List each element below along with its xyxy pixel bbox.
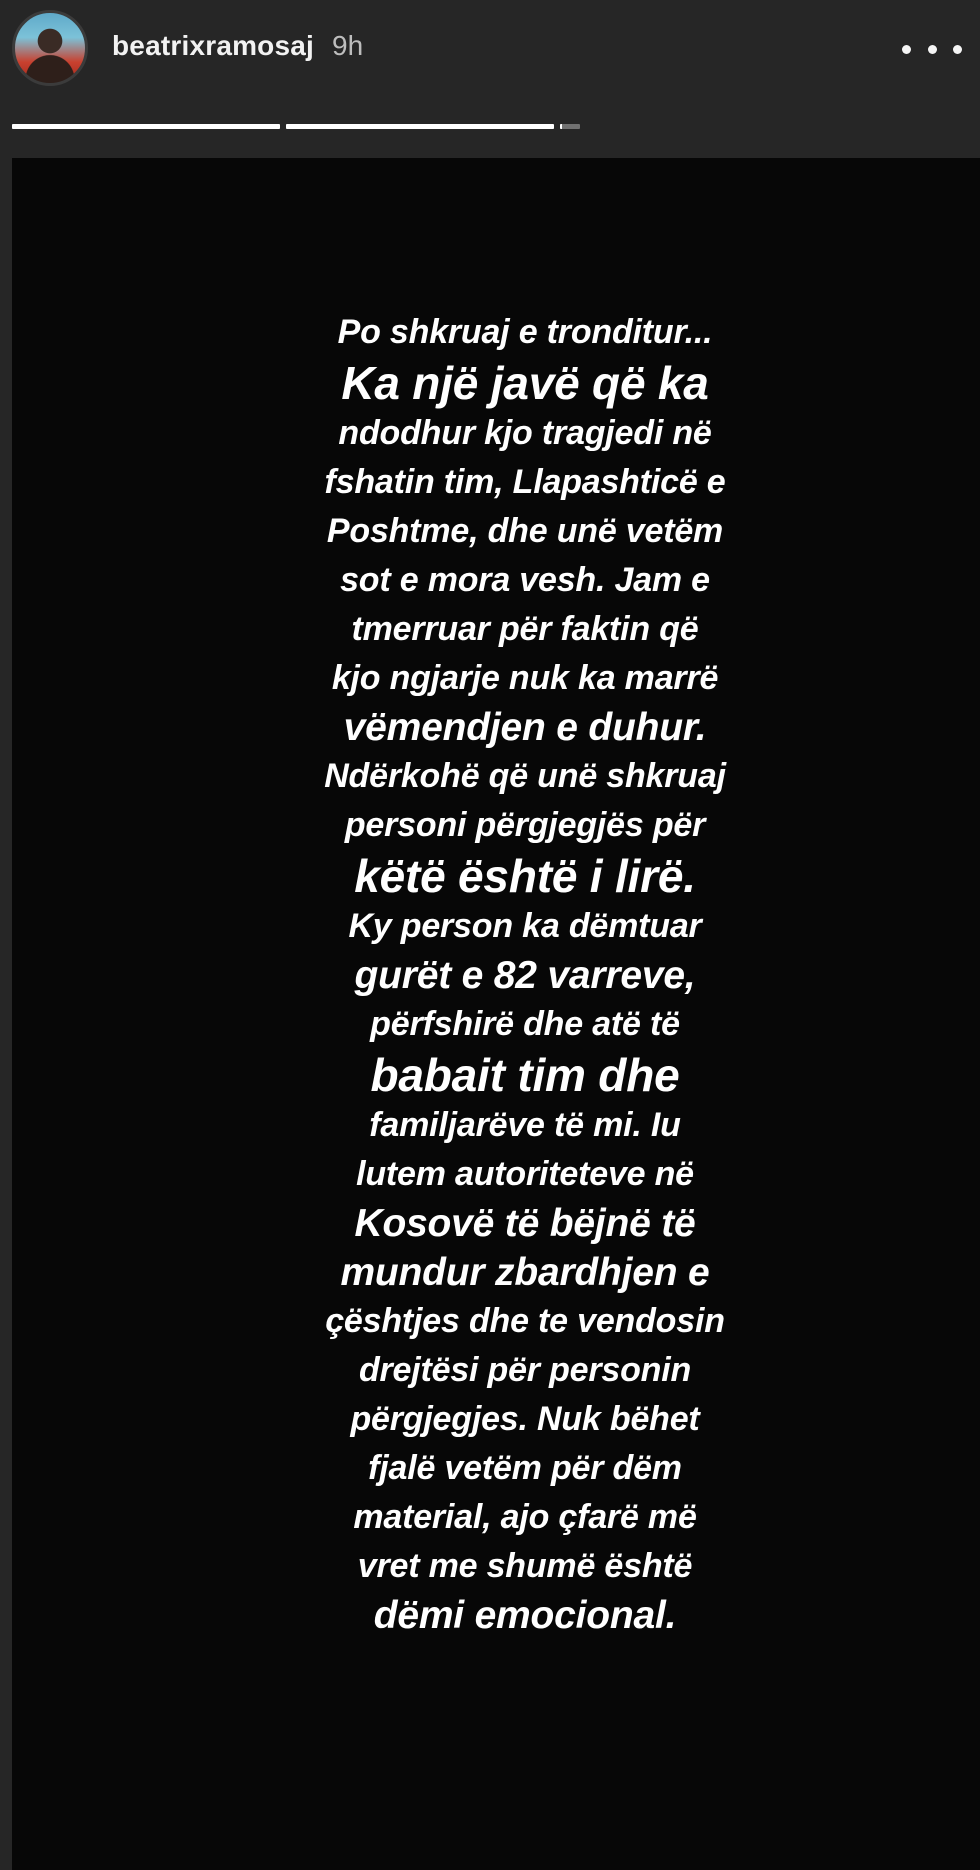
story-text-line: çështjes dhe te vendosin	[325, 1302, 725, 1340]
story-text	[290, 308, 760, 1640]
story-text-line: Po shkruaj e tronditur...	[337, 313, 713, 351]
more-horizontal-icon-dot	[928, 45, 937, 54]
story-text-line: vëmendjen e duhur.	[343, 706, 707, 749]
story-text-line: Poshtme, dhe unë vetëm	[326, 512, 724, 550]
progress-segment	[12, 124, 280, 129]
story-header	[0, 0, 980, 108]
progress-segment	[286, 124, 554, 129]
story-text-line: vret me shumë është	[357, 1547, 693, 1585]
story-text-line: material, ajo çfarë më	[353, 1498, 697, 1536]
progress-segment	[560, 124, 580, 129]
story-text-line: Ndërkohë që unë shkruaj	[324, 757, 726, 795]
story-text-line: përgjegjes. Nuk bëhet	[350, 1400, 700, 1438]
story-text-line: tmerruar për faktin që	[351, 610, 699, 648]
story-text-line: fshatin tim, Llapashticë e	[324, 463, 726, 501]
story-text-line: këtë është i lirë.	[354, 850, 696, 902]
story-timestamp: 9h	[332, 30, 364, 61]
story-text-line: mundur zbardhjen e	[340, 1251, 710, 1294]
progress-segment-fill	[12, 124, 280, 129]
story-text-line: sot e mora vesh. Jam e	[340, 561, 710, 599]
story-text-line: Ky person ka dëmtuar	[348, 907, 702, 945]
story-text-line: drejtësi për personin	[358, 1351, 692, 1389]
story-text-line: Kosovë të bëjnë të	[354, 1202, 696, 1245]
story-text-line: dëmi emocional.	[373, 1594, 677, 1637]
more-horizontal-icon	[902, 45, 911, 54]
progress-segment-fill	[286, 124, 554, 129]
story-text-line: kjo ngjarje nuk ka marrë	[331, 659, 719, 697]
story-text-line: babait tim dhe	[370, 1049, 680, 1101]
story-text-line: lutem autoriteteve në	[356, 1155, 694, 1193]
story-text-line: Ka një javë që ka	[341, 357, 709, 409]
username[interactable]: beatrixramosaj	[112, 30, 315, 61]
story-content[interactable]	[12, 158, 980, 1870]
story-text-line: ndodhur kjo tragjedi në	[338, 414, 712, 452]
story-text-line: gurët e 82 varreve,	[354, 954, 696, 997]
story-text-line: përfshirë dhe atë të	[370, 1005, 680, 1043]
story-text-line: familjarëve të mi. Iu	[369, 1106, 681, 1144]
story-text-line: personi përgjegjës për	[344, 806, 706, 844]
profile-avatar[interactable]	[12, 10, 88, 86]
story-text-line: fjalë vetëm për dëm	[368, 1449, 682, 1487]
more-options-button[interactable]	[902, 34, 962, 64]
progress-segment-fill	[560, 124, 562, 129]
more-horizontal-icon-dot	[953, 45, 962, 54]
story-progress-bar	[12, 124, 980, 130]
